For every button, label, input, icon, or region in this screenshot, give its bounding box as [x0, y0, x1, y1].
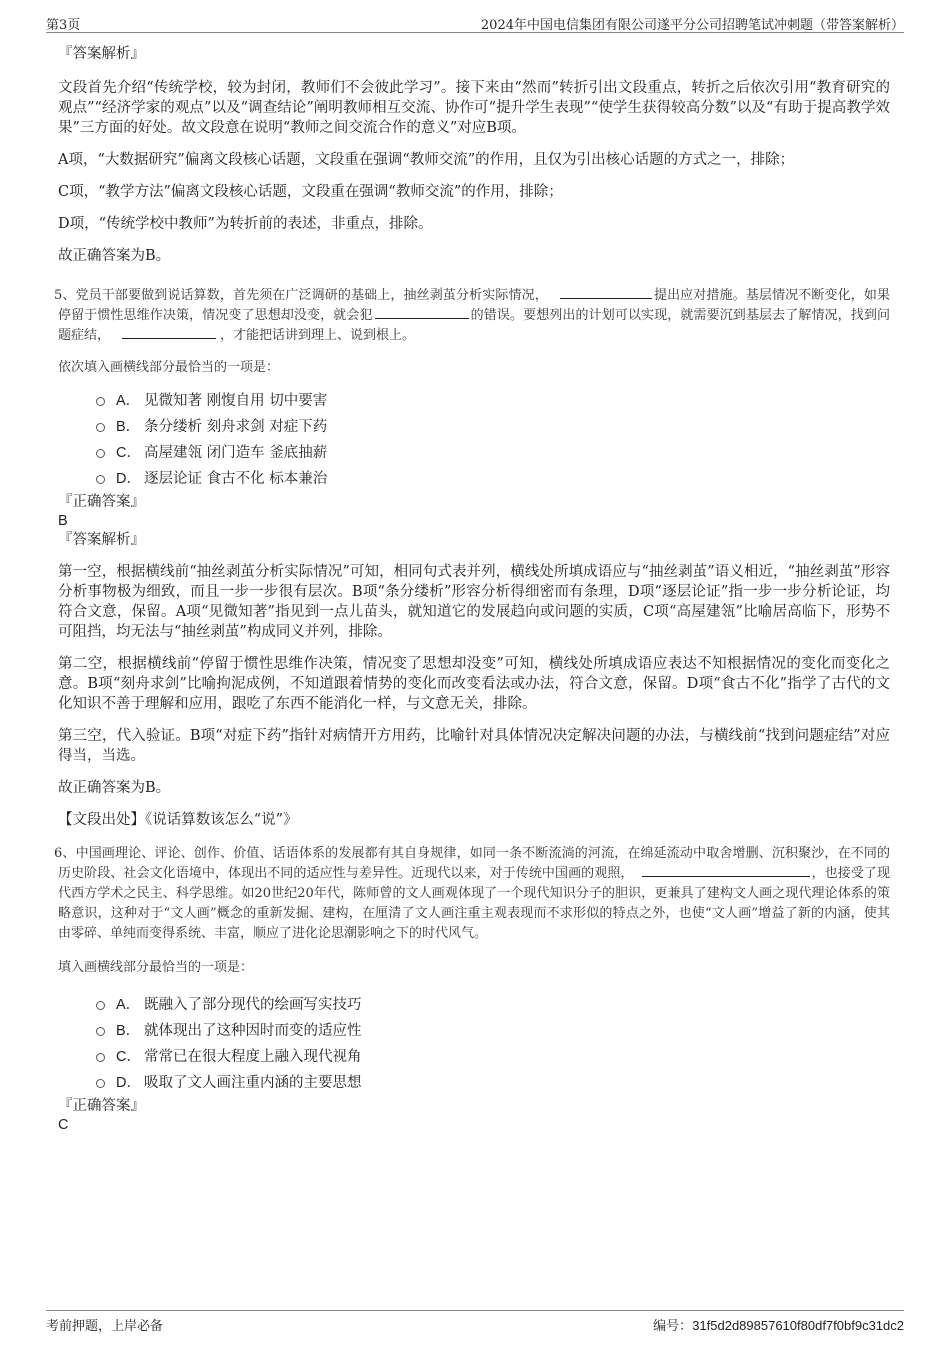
fill-blank	[642, 864, 810, 877]
option-d[interactable]: D． 吸取了文人画注重内涵的主要思想	[58, 1070, 890, 1096]
radio-button[interactable]	[96, 1027, 105, 1036]
document-title: 2024年中国电信集团有限公司遂平分公司招聘笔试冲刺题（带答案解析）	[480, 18, 904, 33]
radio-button[interactable]	[96, 1079, 105, 1088]
answer-tag: 『正确答案』	[58, 494, 145, 510]
option-a[interactable]: A． 既融入了部分现代的绘画写实技巧	[58, 992, 890, 1018]
question-5-stem: 5、党员干部要做到说话算数，首先须在广泛调研的基础上，抽丝剥茧分析实际情况， 提出应对措施。基层情况不断变化，如果停留于惯性思维作决策，情况变了思想却没变，就会犯 的错误。要想列出的计划可以实现，就需要沉到基层去了解情况，找到问题症结， ，才能把话讲到理上、说到根上。	[54, 288, 890, 343]
question-number: 6、	[54, 846, 76, 861]
analysis-paragraph: 第二空，根据横线前“停留于惯性思维作决策，情况变了思想却没变”可知，横线处所填成语应表达不知根据情况的变化而变化之意。B项“刻舟求剑”比喻拘泥成例，不知道跟着情势的变化而改变看法或办法，符合文意，保留。D项“食古不化”指学了古代的文化知识不善于理解和应用，跟吃了东西不能消化一样，与文意无关，排除。	[58, 656, 890, 712]
fill-blank	[122, 326, 216, 339]
question-number: 5、	[54, 288, 76, 303]
analysis-tag: 『答案解析』	[58, 46, 145, 62]
correct-answer: B	[58, 513, 68, 529]
fill-blank	[560, 286, 652, 299]
radio-button[interactable]	[96, 475, 105, 484]
option-c[interactable]: C． 高屋建瓴 闭门造车 釜底抽薪	[58, 440, 890, 466]
correct-answer: C	[58, 1117, 69, 1133]
options-list	[58, 992, 890, 1096]
question-prompt: 依次填入画横线部分最恰当的一项是：	[58, 360, 280, 375]
option-a[interactable]: A． 见微知著 刚愎自用 切中要害	[58, 388, 890, 414]
radio-button[interactable]	[96, 1053, 105, 1062]
page-footer	[46, 1310, 904, 1334]
analysis-paragraph: 故正确答案为B。	[58, 248, 171, 264]
analysis-paragraph: C项，“教学方法”偏离文段核心话题，文段重在强调“教师交流”的作用，排除；	[58, 184, 563, 200]
analysis-paragraph: D项，“传统学校中教师”为转折前的表述，非重点，排除。	[58, 216, 433, 232]
page-number: 第3页	[46, 18, 81, 33]
option-c[interactable]: C． 常常已在很大程度上融入现代视角	[58, 1044, 890, 1070]
footer-slogan: 考前押题，上岸必备	[46, 1319, 164, 1334]
radio-button[interactable]	[96, 423, 105, 432]
options-list	[58, 388, 890, 492]
page-content	[54, 44, 890, 1134]
radio-button[interactable]	[96, 397, 105, 406]
analysis-paragraph: A项，“大数据研究”偏离文段核心话题，文段重在强调“教师交流”的作用，且仅为引出核心话题的方式之一，排除；	[58, 152, 795, 168]
source-note: 【文段出处】《说话算数该怎么“说”》	[58, 812, 298, 828]
page-header	[46, 14, 904, 33]
option-d[interactable]: D． 逐层论证 食古不化 标本兼治	[58, 466, 890, 492]
fill-blank	[375, 306, 469, 319]
question-6-stem: 6、中国画理论、评论、创作、价值、话语体系的发展都有其自身规律，如同一条不断流淌的河流，在绵延流动中取舍增删、沉积聚沙，在不同的历史阶段、社会文化语境中，体现出不同的适应性与差异性。近现代以来，对于传统中国画的观照， ，也接受了现代西方学术之民主、科学思维。如20世纪20年代，陈师曾的文人画观体现了一个现代知识分子的胆识，更兼具了建构文人画之现代理论体系的策略意识，这种对于“文人画”概念的重新发掘、建构，在厘清了文人画注重主观表现而不求形似的特点之外，也使“文人画”增益了新的内涵，使其由零碎、单纯而变得系统、丰富，顺应了进化论思潮影响之下的时代风气。	[54, 846, 890, 941]
option-b[interactable]: B． 就体现出了这种因时而变的适应性	[58, 1018, 890, 1044]
analysis-paragraph: 故正确答案为B。	[58, 780, 171, 796]
analysis-tag: 『答案解析』	[58, 532, 145, 548]
question-prompt: 填入画横线部分最恰当的一项是：	[58, 960, 254, 975]
analysis-paragraph: 文段首先介绍“传统学校，较为封闭，教师们不会彼此学习”。接下来由“然而”转折引出文段重点，转折之后依次引用“教育研究的观点”“经济学家的观点”以及“调查结论”阐明教师相互交流、协作可“提升学生表现”“使学生获得较高分数”以及“有助于提高教学效果”三方面的好处。故文段意在说明“教师之间交流合作的意义”对应B项。	[58, 80, 890, 136]
radio-button[interactable]	[96, 1001, 105, 1010]
analysis-paragraph: 第三空，代入验证。B项“对症下药”指针对病情开方用药，比喻针对具体情况决定解决问题的办法，与横线前“找到问题症结”对应得当，当选。	[58, 728, 890, 764]
analysis-paragraph: 第一空，根据横线前“抽丝剥茧分析实际情况”可知，相同句式表并列，横线处所填成语应与“抽丝剥茧”语义相近，“抽丝剥茧”形容分析事物极为细致，而且一步一步很有层次。B项“条分缕析”形容分析得细密而有条理，D项“逐层论证”指一步一步分析论证，均符合文意，保留。A项“见微知著”指见到一点儿苗头，就知道它的发展趋向或问题的实质，C项“高屋建瓴”比喻居高临下，形势不可阻挡，均无法与“抽丝剥茧”构成同义并列，排除。	[58, 564, 890, 640]
radio-button[interactable]	[96, 449, 105, 458]
document-code: 编号：31f5d2d89857610f80df7f0bf9c31dc2	[653, 1318, 904, 1333]
option-b[interactable]: B． 条分缕析 刻舟求剑 对症下药	[58, 414, 890, 440]
answer-tag: 『正确答案』	[58, 1098, 145, 1114]
